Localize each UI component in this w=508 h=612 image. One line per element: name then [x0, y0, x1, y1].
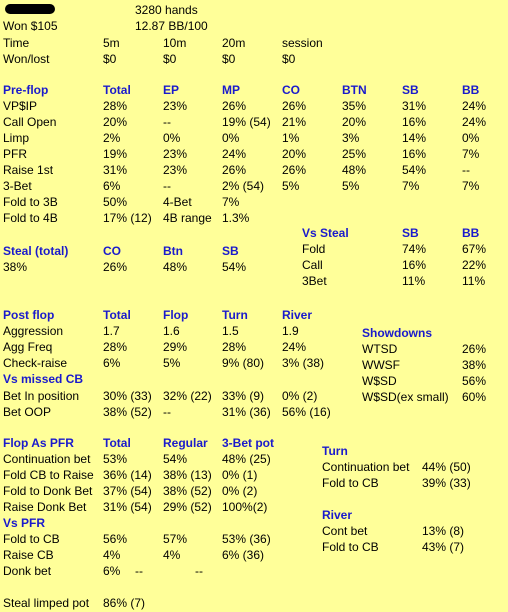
- vs-steal-bb-1: 22%: [462, 258, 487, 272]
- won-amount: Won $105: [3, 19, 58, 33]
- river-label-1: Fold to CB: [322, 540, 379, 554]
- preflop-cell-2-0: Limp: [3, 131, 30, 145]
- preflop-cell-3-1: 19%: [103, 147, 128, 161]
- vs-pfr-cell-2-1: 6%: [103, 564, 121, 578]
- flop-pfr-cell-1-2: 38% (13): [163, 468, 212, 482]
- postflop-cell-2-3: 9% (80): [222, 356, 265, 370]
- showdown-value-0: 26%: [462, 342, 487, 356]
- time-col-2: 20m: [222, 36, 246, 50]
- flop-pfr-cell-1-1: 36% (14): [103, 468, 152, 482]
- preflop-cell-1-5: 20%: [342, 115, 367, 129]
- preflop-cell-4-4: 26%: [282, 163, 307, 177]
- preflop-cell-0-2: 23%: [163, 99, 188, 113]
- time-col-1: 10m: [163, 36, 187, 50]
- showdown-label-1: WWSF: [362, 358, 400, 372]
- preflop-cell-2-4: 1%: [282, 131, 300, 145]
- postflop-cell-2-0: Check-raise: [3, 356, 68, 370]
- postflop-cell-0-1: 1.7: [103, 324, 120, 338]
- vs-pfr-cell-0-1: 56%: [103, 532, 128, 546]
- postflop-header-3: Turn: [222, 308, 248, 322]
- missed-cb-cell-0-0: Bet In position: [3, 389, 80, 403]
- postflop-cell-0-4: 1.9: [282, 324, 299, 338]
- preflop-cell-5-1: 6%: [103, 179, 121, 193]
- postflop-cell-1-2: 29%: [163, 340, 188, 354]
- postflop-cell-0-3: 1.5: [222, 324, 239, 338]
- preflop-cell-4-5: 48%: [342, 163, 367, 177]
- preflop-cell-4-2: 23%: [163, 163, 188, 177]
- preflop-header-6: SB: [402, 83, 419, 97]
- four-bet-value: 7%: [222, 195, 240, 209]
- preflop-cell-4-7: --: [462, 163, 470, 177]
- showdown-label-0: WTSD: [362, 342, 398, 356]
- preflop-cell-5-7: 7%: [462, 179, 480, 193]
- flop-pfr-cell-3-1: 31% (54): [103, 500, 152, 514]
- flop-pfr-header-1: Total: [103, 436, 131, 450]
- flop-pfr-cell-2-1: 37% (54): [103, 484, 152, 498]
- turn-value-1: 39% (33): [422, 476, 471, 490]
- river-label-0: Cont bet: [322, 524, 368, 538]
- preflop-cell-5-3: 2% (54): [222, 179, 265, 193]
- missed-cb-title: Vs missed CB: [3, 372, 84, 386]
- preflop-cell-1-4: 21%: [282, 115, 307, 129]
- flop-pfr-cell-2-3: 0% (2): [222, 484, 258, 498]
- vs-pfr-cell-1-2: 4%: [163, 548, 181, 562]
- preflop-cell-0-6: 31%: [402, 99, 427, 113]
- postflop-cell-0-2: 1.6: [163, 324, 180, 338]
- preflop-cell-2-2: 0%: [163, 131, 181, 145]
- postflop-cell-1-1: 28%: [103, 340, 128, 354]
- vs-pfr-cell-0-3: 53% (36): [222, 532, 271, 546]
- preflop-header-0: Pre-flop: [3, 83, 49, 97]
- vs-pfr-cell-0-0: Fold to CB: [3, 532, 60, 546]
- vs-steal-label-2: 3Bet: [302, 274, 327, 288]
- flop-pfr-cell-0-0: Continuation bet: [3, 452, 91, 466]
- river-title: River: [322, 508, 353, 522]
- fold-4b-label: Fold to 4B: [3, 211, 58, 225]
- steal-btn-value: 48%: [163, 260, 188, 274]
- steal-limped-pot-value: 86% (7): [103, 596, 146, 610]
- preflop-cell-0-0: VP$IP: [3, 99, 38, 113]
- vs-steal-label-1: Call: [302, 258, 323, 272]
- bb-per-100: 12.87 BB/100: [135, 19, 208, 33]
- preflop-cell-1-2: --: [163, 115, 171, 129]
- preflop-cell-2-1: 2%: [103, 131, 121, 145]
- preflop-cell-5-5: 5%: [342, 179, 360, 193]
- vs-pfr-cell-2-0: Donk bet: [3, 564, 52, 578]
- preflop-cell-1-1: 20%: [103, 115, 128, 129]
- postflop-header-1: Total: [103, 308, 131, 322]
- redacted-player-name: [5, 4, 55, 14]
- fold-3b-value: 50%: [103, 195, 128, 209]
- flop-pfr-cell-0-3: 48% (25): [222, 452, 271, 466]
- steal-limped-pot-label: Steal limped pot: [3, 596, 90, 610]
- vs-pfr-cell-1-1: 4%: [103, 548, 121, 562]
- preflop-header-2: EP: [163, 83, 180, 97]
- preflop-cell-3-4: 20%: [282, 147, 307, 161]
- time-col-0: 5m: [103, 36, 120, 50]
- won-lost-label: Won/lost: [3, 52, 50, 66]
- vs-pfr-cell-2-2: --: [135, 564, 143, 578]
- preflop-cell-1-0: Call Open: [3, 115, 57, 129]
- preflop-cell-4-3: 26%: [222, 163, 247, 177]
- preflop-cell-0-5: 35%: [342, 99, 367, 113]
- four-bet-range-value: 1.3%: [222, 211, 250, 225]
- vs-pfr-cell-2-3: --: [195, 564, 203, 578]
- preflop-header-3: MP: [222, 83, 240, 97]
- flop-pfr-cell-1-3: 0% (1): [222, 468, 258, 482]
- vs-steal-label-0: Fold: [302, 242, 326, 256]
- missed-cb-cell-0-3: 33% (9): [222, 389, 265, 403]
- river-value-1: 43% (7): [422, 540, 465, 554]
- postflop-cell-2-1: 6%: [103, 356, 121, 370]
- flop-pfr-header-0: Flop As PFR: [3, 436, 74, 450]
- flop-pfr-header-2: Regular: [163, 436, 208, 450]
- postflop-header-4: River: [282, 308, 313, 322]
- missed-cb-cell-1-2: --: [163, 405, 171, 419]
- preflop-cell-2-7: 0%: [462, 131, 480, 145]
- preflop-cell-0-7: 24%: [462, 99, 487, 113]
- fold-3b-label: Fold to 3B: [3, 195, 58, 209]
- four-bet-range-label: 4B range: [163, 211, 212, 225]
- vs-steal-sb-0: 74%: [402, 242, 427, 256]
- preflop-header-7: BB: [462, 83, 480, 97]
- vs-pfr-cell-0-2: 57%: [163, 532, 188, 546]
- postflop-cell-1-0: Agg Freq: [3, 340, 53, 354]
- steal-total-value: 38%: [3, 260, 28, 274]
- preflop-cell-0-4: 26%: [282, 99, 307, 113]
- preflop-cell-3-7: 7%: [462, 147, 480, 161]
- preflop-header-1: Total: [103, 83, 131, 97]
- postflop-cell-2-2: 5%: [163, 356, 181, 370]
- postflop-cell-1-4: 24%: [282, 340, 307, 354]
- preflop-cell-5-0: 3-Bet: [3, 179, 32, 193]
- postflop-cell-2-4: 3% (38): [282, 356, 325, 370]
- preflop-cell-3-3: 24%: [222, 147, 247, 161]
- vs-steal-bb-2: 11%: [462, 274, 486, 288]
- won-lost-value-0: $0: [103, 52, 117, 66]
- vs-steal-bb-0: 67%: [462, 242, 487, 256]
- flop-pfr-cell-3-0: Raise Donk Bet: [3, 500, 87, 514]
- vs-pfr-title: Vs PFR: [3, 516, 46, 530]
- vs-steal-sb-1: 16%: [402, 258, 427, 272]
- turn-label-0: Continuation bet: [322, 460, 410, 474]
- postflop-cell-0-0: Aggression: [3, 324, 64, 338]
- vs-steal-title: Vs Steal: [302, 226, 349, 240]
- preflop-cell-1-7: 24%: [462, 115, 487, 129]
- preflop-cell-5-6: 7%: [402, 179, 420, 193]
- postflop-cell-1-3: 28%: [222, 340, 247, 354]
- won-lost-value-3: $0: [282, 52, 296, 66]
- preflop-cell-1-6: 16%: [402, 115, 427, 129]
- river-value-0: 13% (8): [422, 524, 465, 538]
- preflop-cell-4-0: Raise 1st: [3, 163, 54, 177]
- preflop-cell-2-5: 3%: [342, 131, 360, 145]
- showdown-label-3: W$SD(ex small): [362, 390, 449, 404]
- missed-cb-cell-0-2: 32% (22): [163, 389, 212, 403]
- flop-pfr-cell-2-0: Fold to Donk Bet: [3, 484, 93, 498]
- showdown-value-3: 60%: [462, 390, 487, 404]
- time-col-3: session: [282, 36, 323, 50]
- flop-pfr-cell-0-1: 53%: [103, 452, 128, 466]
- preflop-cell-4-6: 54%: [402, 163, 427, 177]
- preflop-cell-3-5: 25%: [342, 147, 367, 161]
- flop-pfr-cell-3-2: 29% (52): [163, 500, 212, 514]
- vs-steal-col-sb: SB: [402, 226, 419, 240]
- won-lost-value-2: $0: [222, 52, 236, 66]
- steal-title: Steal (total): [3, 244, 69, 258]
- preflop-cell-3-2: 23%: [163, 147, 188, 161]
- preflop-cell-3-0: PFR: [3, 147, 27, 161]
- missed-cb-cell-0-4: 0% (2): [282, 389, 318, 403]
- steal-col-btn: Btn: [163, 244, 183, 258]
- vs-steal-sb-2: 11%: [402, 274, 426, 288]
- hands-count: 3280 hands: [135, 3, 198, 17]
- vs-pfr-cell-1-0: Raise CB: [3, 548, 54, 562]
- postflop-header-0: Post flop: [3, 308, 55, 322]
- missed-cb-cell-1-3: 31% (36): [222, 405, 271, 419]
- time-label: Time: [3, 36, 30, 50]
- won-lost-value-1: $0: [163, 52, 177, 66]
- showdown-label-2: W$SD: [362, 374, 397, 388]
- flop-pfr-cell-2-2: 38% (52): [163, 484, 212, 498]
- postflop-header-2: Flop: [163, 308, 189, 322]
- flop-pfr-cell-3-3: 100%(2): [222, 500, 268, 514]
- preflop-cell-2-3: 0%: [222, 131, 240, 145]
- vs-pfr-cell-1-3: 6% (36): [222, 548, 265, 562]
- fold-4b-value: 17% (12): [103, 211, 152, 225]
- flop-pfr-cell-0-2: 54%: [163, 452, 188, 466]
- showdown-value-2: 56%: [462, 374, 487, 388]
- four-bet-label: 4-Bet: [163, 195, 192, 209]
- vs-steal-col-bb: BB: [462, 226, 480, 240]
- preflop-cell-5-2: --: [163, 179, 171, 193]
- preflop-cell-1-3: 19% (54): [222, 115, 271, 129]
- showdown-value-1: 38%: [462, 358, 487, 372]
- preflop-cell-2-6: 14%: [402, 131, 427, 145]
- turn-title: Turn: [322, 444, 348, 458]
- showdowns-title: Showdowns: [362, 326, 432, 340]
- preflop-cell-4-1: 31%: [103, 163, 128, 177]
- preflop-cell-0-1: 28%: [103, 99, 128, 113]
- missed-cb-cell-0-1: 30% (33): [103, 389, 152, 403]
- turn-label-1: Fold to CB: [322, 476, 379, 490]
- flop-pfr-header-3: 3-Bet pot: [222, 436, 274, 450]
- preflop-cell-3-6: 16%: [402, 147, 427, 161]
- preflop-cell-0-3: 26%: [222, 99, 247, 113]
- steal-co-value: 26%: [103, 260, 128, 274]
- steal-sb-value: 54%: [222, 260, 247, 274]
- turn-value-0: 44% (50): [422, 460, 471, 474]
- steal-col-sb: SB: [222, 244, 239, 258]
- preflop-header-4: CO: [282, 83, 300, 97]
- steal-col-co: CO: [103, 244, 121, 258]
- missed-cb-cell-1-4: 56% (16): [282, 405, 331, 419]
- flop-pfr-cell-1-0: Fold CB to Raise: [3, 468, 94, 482]
- preflop-header-5: BTN: [342, 83, 367, 97]
- missed-cb-cell-1-0: Bet OOP: [3, 405, 52, 419]
- missed-cb-cell-1-1: 38% (52): [103, 405, 152, 419]
- preflop-cell-5-4: 5%: [282, 179, 300, 193]
